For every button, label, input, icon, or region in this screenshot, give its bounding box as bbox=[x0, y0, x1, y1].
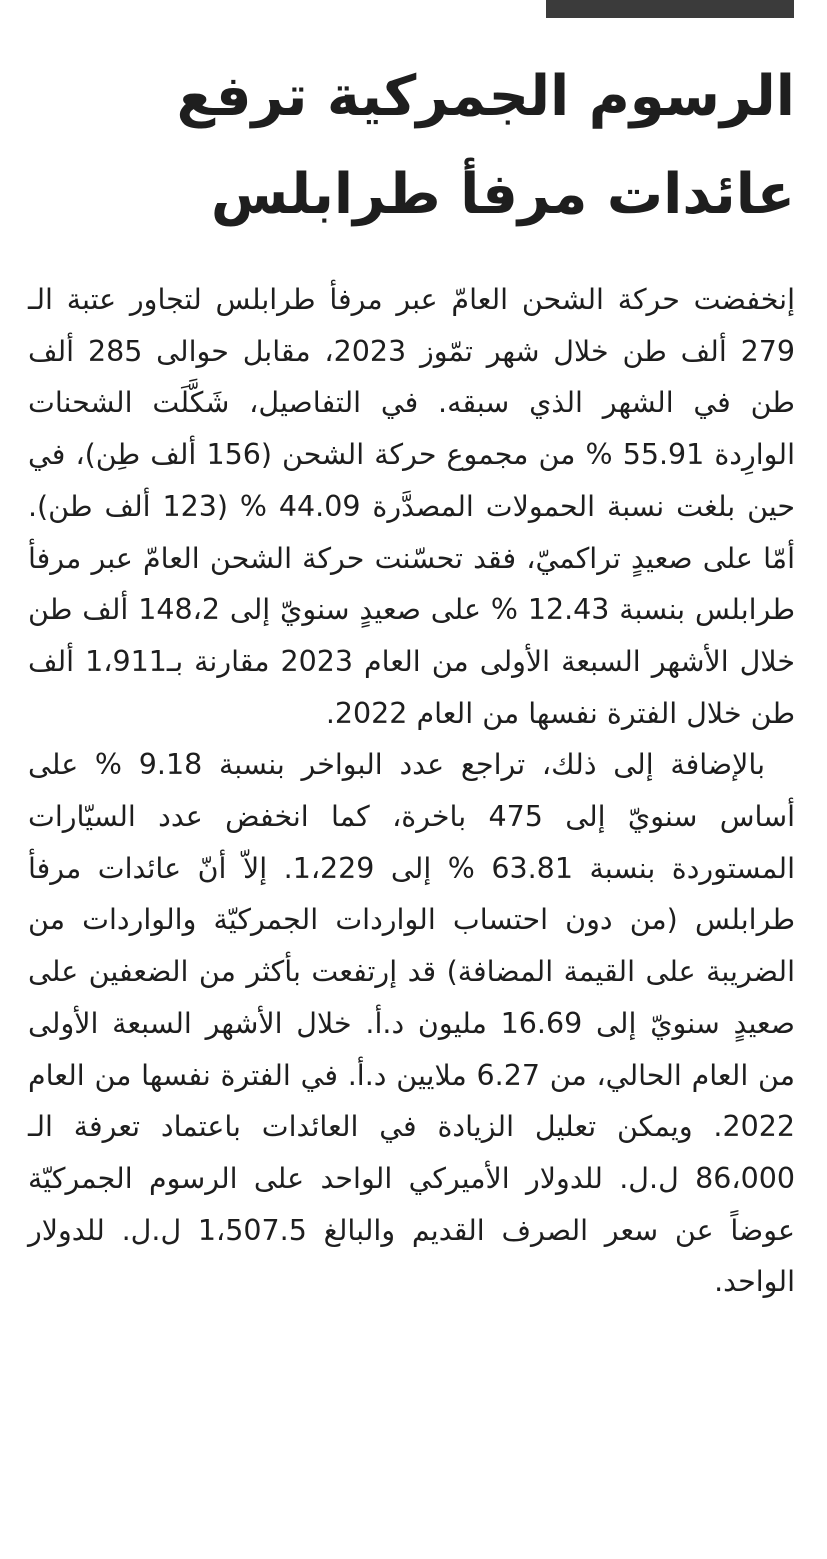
headline bbox=[28, 48, 795, 244]
article-body bbox=[28, 274, 795, 1308]
headline-line-2: عائدات مرفأ طرابلس bbox=[210, 162, 795, 227]
paragraph-2: بالإضافة إلى ذلك، تراجع عدد البواخر بنسبة 9.18 % على أساس سنويّ إلى 475 باخرة، كما انخفض عدد السيّارات المستوردة بنسبة 63.81 % إلى 1،229. إلاّ أنّ عائدات مرفأ طرابلس (من دون احتساب الواردات الجمركيّة والواردات من الضريبة على القيمة المضافة) قد إرتفعت بأكثر من الضعفين على صعيدٍ سنويّ إلى 16.69 مليون د.أ. خلال الأشهر السبعة الأولى من العام الحالي، من 6.27 ملايين د.أ. في الفترة نفسها من العام 2022. ويمكن تعليل الزيادة في العائدات باعتماد تعرفة الـ 86،000 ل.ل. للدولار الأميركي الواحد على الرسوم الجمركيّة عوضاً عن سعر الصرف القديم والبالغ 1،507.5 ل.ل. للدولار الواحد. bbox=[28, 748, 795, 1299]
paragraph-1: إنخفضت حركة الشحن العامّ عبر مرفأ طرابلس لتجاور عتبة الـ 279 ألف طن خلال شهر تمّوز 2023، مقابل حوالى 285 ألف طن في الشهر الذي سبقه. في التفاصيل، شَكَّلَت الشحنات الوارِدة 55.91 % من مجموع حركة الشحن (156 ألف طِن)، في حين بلغت نسبة الحمولات المصدَّرة 44.09 % (123 ألف طن). أمّا على صعيدٍ تراكميّ، فقد تحسّنت حركة الشحن العامّ عبر مرفأ طرابلس بنسبة 12.43 % على صعيدٍ سنويّ إلى 148،2 ألف طن خلال الأشهر السبعة الأولى من العام 2023 مقارنة بـ1،911 ألف طن خلال الفترة نفسها من العام 2022. bbox=[28, 283, 796, 730]
top-rule-bar bbox=[546, 0, 794, 18]
headline-line-1: الرسوم الجمركية ترفع bbox=[176, 64, 795, 129]
article bbox=[28, 48, 795, 1308]
